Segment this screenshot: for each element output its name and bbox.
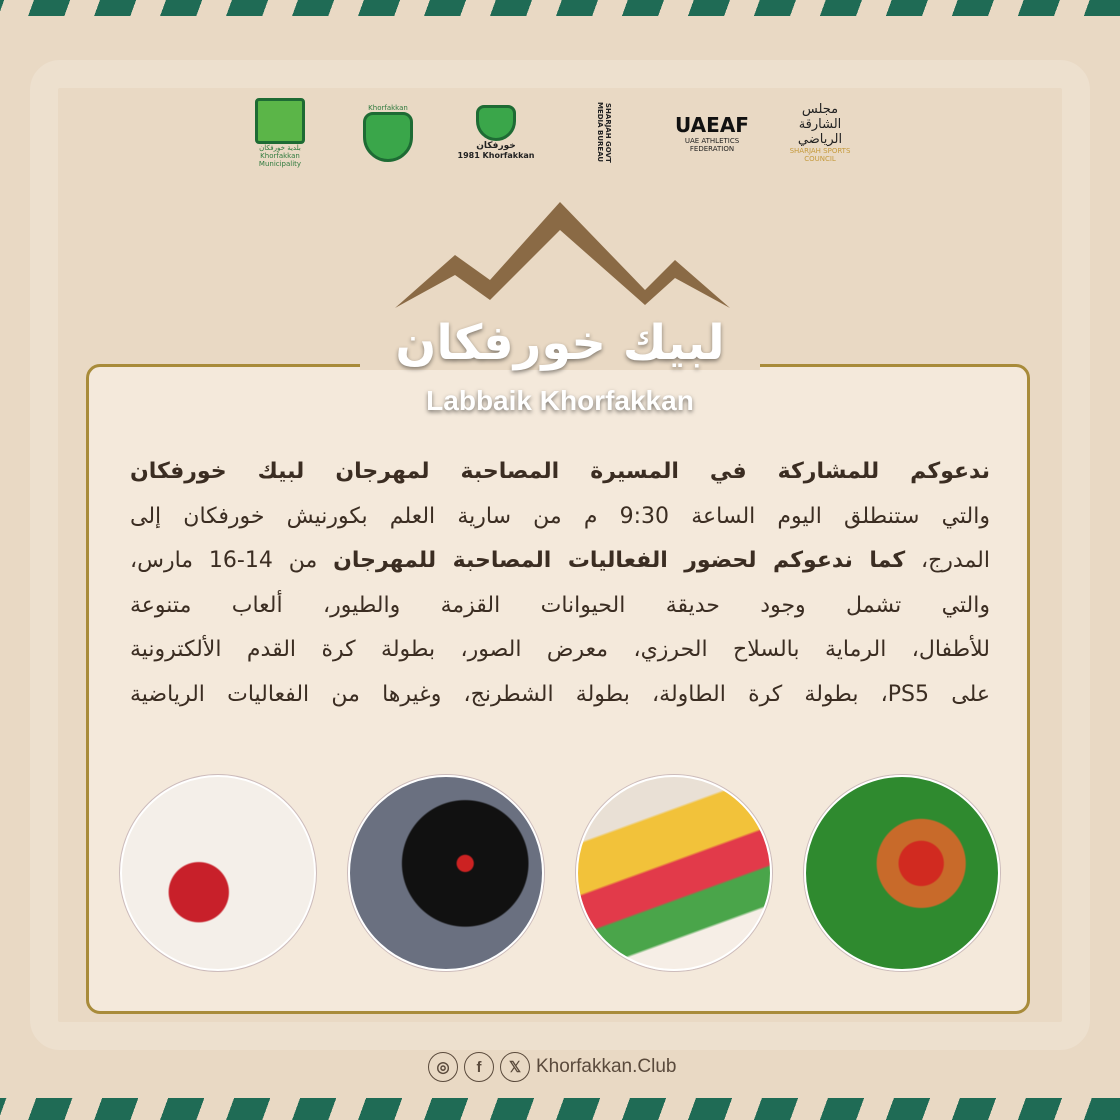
body-line: على PS5، بطولة كرة الطاولة، بطولة الشطرنج، وغيرها من الفعاليات الرياضية [130,681,990,707]
khorfakkan-municipality-logo: بلدية خورفكان Khorfakkan Municipality [240,98,320,168]
uaeaf-logo: UAEAF UAE ATHLETICS FEDERATION [675,112,749,153]
shooting-target-image [348,775,544,971]
body-line: والتي تشمل وجود حديقة الحيوانات القزمة والطيور، ألعاب متنوعة [130,592,990,618]
invitation-text [130,450,990,717]
khorfakkan-club-badge-logo: Khorfakkan [348,98,428,168]
title-english: Labbaik Khorfakkan [426,385,694,416]
footer-social [428,1052,676,1082]
body-line: المدرج، كما ندعوكم لحضور الفعاليات المصاحبة للمهرجان من 14-16 مارس، [130,548,990,573]
instagram-icon[interactable]: ◎ [428,1052,458,1082]
x-icon[interactable]: 𝕏 [500,1052,530,1082]
chess-pingpong-ps5-image [120,775,316,971]
mountain-icon [395,200,735,310]
bottom-stripes [0,1098,1120,1120]
top-stripes [0,0,1120,16]
birds-animals-image [804,775,1000,971]
sponsor-logos [240,95,860,170]
facebook-icon[interactable]: f [464,1052,494,1082]
body-line: ندعوكم للمشاركة في المسيرة المصاحبة لمهرجان لبيك خورفكان [130,459,990,484]
kids-games-image [576,775,772,971]
khorfakkan-club-logo: خورفكان 1981 Khorfakkan [456,98,536,168]
website-link[interactable]: Khorfakkan.Club [536,1056,677,1077]
body-line: والتي ستنطلق اليوم الساعة 9:30 م من سارية العلم بكورنيش خورفكان إلى [130,503,990,529]
sharjah-media-bureau-logo: SHARJAH GOVT MEDIA BUREAU [596,102,612,163]
title-arabic: لبيك خورفكان [395,315,725,371]
activity-images [120,775,1000,971]
body-line: للأطفال، الرماية بالسلاح الحرزي، معرض الصور، بطولة كرة القدم الألكترونية [130,637,990,662]
sharjah-sports-council-logo: مجلس الشارقة الرياضي SHARJAH SPORTS COUNCIL [789,102,851,163]
